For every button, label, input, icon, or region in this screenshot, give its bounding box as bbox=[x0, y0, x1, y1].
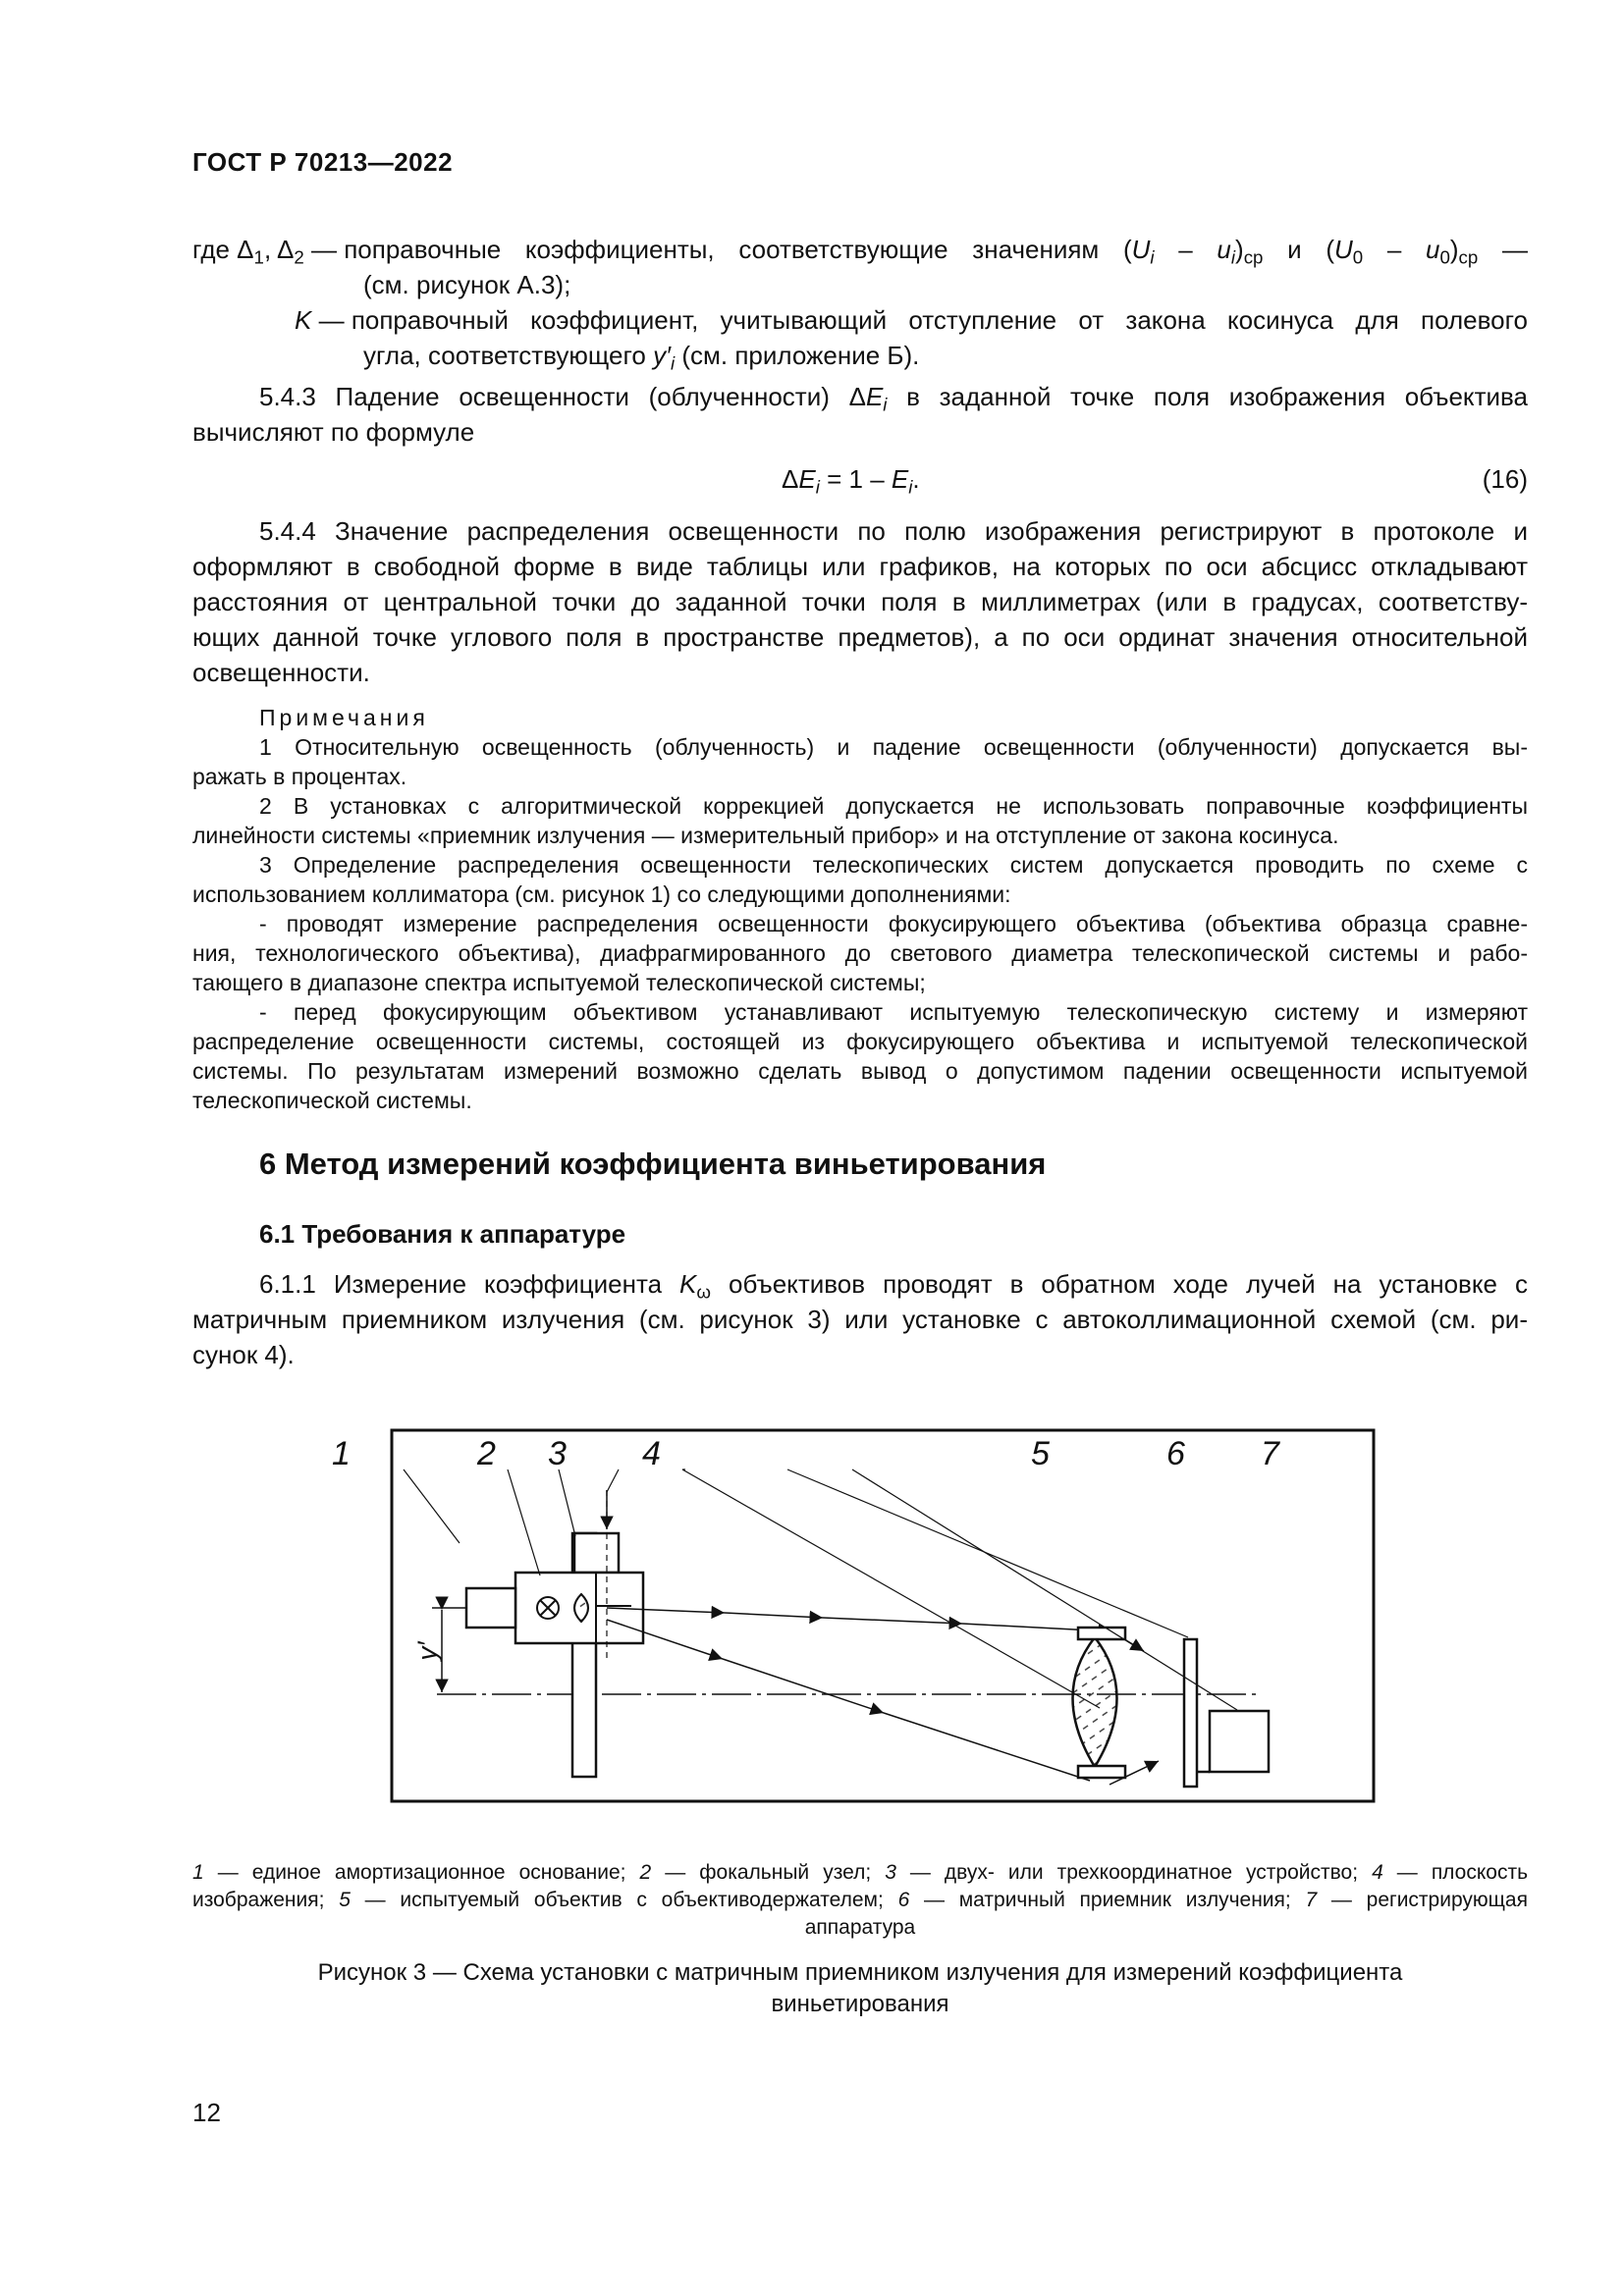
note-3-bullet-1-line2: ния, технологического объектива), диафрагмированного до светового диаметра телескопической системы и рабо- bbox=[192, 940, 1528, 966]
note-1-line1: 1 Относительную освещенность (облученность) и падение освещенности (облученности) допускается вы- bbox=[259, 734, 1528, 760]
lens-holder-bottom bbox=[1078, 1766, 1125, 1778]
paragraph-5-4-4-line1: 5.4.4 Значение распределения освещенности по полю изображения регистрируют в протоколе и bbox=[259, 516, 1528, 546]
note-3-line1: 3 Определение распределения освещенности телескопических систем допускается проводить по схеме с bbox=[259, 852, 1528, 878]
test-lens bbox=[1073, 1637, 1117, 1767]
figure-label-2: 2 bbox=[477, 1435, 496, 1472]
paragraph-5-4-4-line3: расстояния от центральной точки до заданной точки поля в миллиметрах (или в градусах, соответству- bbox=[192, 587, 1528, 616]
figure-label-5: 5 bbox=[1031, 1435, 1050, 1472]
page-number: 12 bbox=[192, 2098, 221, 2127]
note-3-bullet-2-line1: - перед фокусирующим объективом устанавливают испытуемую телескопическую систему и измеряют bbox=[259, 999, 1528, 1025]
note-3-bullet-2-line4: телескопической системы. bbox=[192, 1088, 472, 1113]
paragraph-6-1-1-line2: матричным приемником излучения (см. рисунок 3) или установке с автоколлимационной схемой (см. ри- bbox=[192, 1305, 1528, 1334]
formula-number: (16) bbox=[1482, 464, 1528, 494]
figure-label-6: 6 bbox=[1166, 1435, 1185, 1472]
note-3-line2: использованием коллиматора (см. рисунок 1) со следующими дополнениями: bbox=[192, 881, 1011, 907]
document-code: ГОСТ Р 70213—2022 bbox=[192, 147, 454, 177]
paragraph-5-4-3-line2: вычисляют по формуле bbox=[192, 417, 475, 447]
recording-apparatus bbox=[1210, 1711, 1269, 1772]
note-3-bullet-2-line3: системы. По результатам измерений возможно сделать вывод о допустимом падении освещенности испытуемой bbox=[192, 1058, 1528, 1084]
figure-3-diagram bbox=[373, 1414, 1384, 1826]
matrix-receiver bbox=[1184, 1639, 1197, 1787]
note-2-line1: 2 В установках с алгоритмической коррекцией допускается не использовать поправочные коэффициенты bbox=[259, 793, 1528, 819]
note-2-line2: линейности системы «приемник излучения — измерительный прибор» и на отступление от закона косинуса. bbox=[192, 823, 1339, 848]
legend-row-delta-cont: (см. рисунок А.3); bbox=[363, 270, 571, 299]
notes-title: Примечания bbox=[259, 705, 429, 730]
note-1-line2: ражать в процентах. bbox=[192, 764, 407, 789]
note-3-bullet-1-line3: тающего в диапазоне спектра испытуемой телескопической системы; bbox=[192, 970, 926, 995]
lens-holder-top bbox=[1078, 1628, 1125, 1639]
legend-row-k: K — поправочный коэффициент, учитывающий отступление от закона косинуса для полевого bbox=[295, 305, 1528, 335]
figure-3-legend: 1 — единое амортизационное основание; 2 — фокальный узел; 3 — двух- или трехкоординатное устройство; 4 — плоскость изображения; 5 — испытуемый объектив с объективодержателем; 6 — матричный приемник излучения; 7 — регистрирующая аппаратура bbox=[192, 1861, 1529, 1939]
focal-node-tube bbox=[466, 1588, 515, 1628]
figure-label-3: 3 bbox=[548, 1435, 567, 1472]
figure-label-7: 7 bbox=[1261, 1435, 1279, 1472]
note-3-bullet-1-line1: - проводят измерение распределения освещенности фокусирующего объектива (объектива образца сравне- bbox=[259, 911, 1528, 936]
paragraph-5-4-3-line1: 5.4.3 Падение освещенности (облученности) $\Delta E_i$ в заданной точке поля изображения объектива bbox=[259, 382, 1528, 415]
formula-16: $\Delta E_i = 1 - E_i$. bbox=[782, 464, 920, 498]
section-6-1-heading: 6.1 Требования к аппаратуре bbox=[259, 1219, 626, 1249]
paragraph-5-4-4-line4: ющих данной точке углового поля в пространстве предметов), а по оси ординат значения относительной bbox=[192, 622, 1528, 652]
legend-row-k-cont: угла, соответствующего $y'_i$ (см. приложение Б). bbox=[363, 341, 920, 374]
note-3-bullet-2-line2: распределение освещенности системы, состоящей из фокусирующего объектива и испытуемой телескопической bbox=[192, 1029, 1528, 1054]
paragraph-6-1-1-line1: 6.1.1 Измерение коэффициента $K_\omega$ объективов проводят в обратном ходе лучей на установке с bbox=[259, 1269, 1528, 1303]
paragraph-5-4-4-line5: освещенности. bbox=[192, 658, 370, 687]
figure-label-4: 4 bbox=[642, 1435, 661, 1472]
figure-3-caption: Рисунок 3 — Схема установки с матричным приемником излучения для измерений коэффициента виньетирования bbox=[317, 1959, 1403, 2017]
paragraph-5-4-4-line2: оформляют в свободной форме в виде таблицы или графиков, на которых по оси абсцисс откладывают bbox=[192, 552, 1528, 581]
paragraph-6-1-1-line3: сунок 4). bbox=[192, 1340, 295, 1369]
carriage-top bbox=[574, 1533, 619, 1573]
figure-label-y: y′ bbox=[411, 1641, 443, 1661]
figure-label-1: 1 bbox=[332, 1435, 351, 1472]
section-6-heading: 6 Метод измерений коэффициента виньетирования bbox=[259, 1147, 1047, 1181]
legend-row-delta: где $\Delta_1$, $\Delta_2$ — поправочные коэффициенты, соответствующие значениям $(U_i - u_i)_{ср}$ и $(U_0 - u_0)_{ср}$ — bbox=[192, 235, 1528, 268]
